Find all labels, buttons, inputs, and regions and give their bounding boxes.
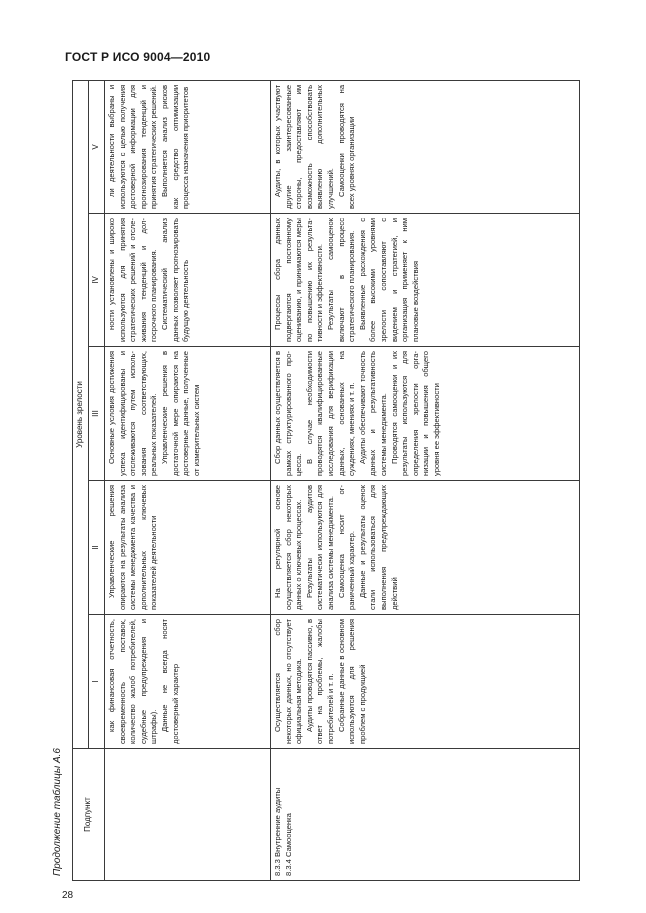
- header-level-4: IV: [89, 214, 105, 347]
- row1-subclause: [105, 749, 271, 881]
- row1-level-5: ли деятельности выбраны и используются с целью получения достоверной информации для прогнозирования тенденций и принятия стратегических решений. Выполняется анализ рисков как средство оптимизации процесса назначения приоритетов: [105, 80, 271, 213]
- maturity-table: [72, 80, 580, 881]
- header-level-5: V: [89, 80, 105, 213]
- row2-level-2: На регулярной основе осуществляется сбор некоторых данных о ключевых процессах. Результаты аудитов систематически используются для анализа системы менеджмента. Самооценка носит ограниченный характер. Данные и результаты оценок стали использоваться для выполнения предупреждающих действий: [271, 481, 580, 615]
- header-maturity-level: Уровень зрелости: [73, 80, 89, 748]
- row2-level-1: Осуществляется сбор некоторых данных, но отсутствует официальная методика. Аудиты проводятся пассивно, в ответ на проблемы, жалобы потребителей и т. п. Собранные данные в основном используются для решения проблем с продукцией: [271, 615, 580, 749]
- row1-level-2: Управленческие решения опираются на результаты анализа системы менеджмента качества и дополнительных ключевых показателей деятельности: [105, 481, 271, 615]
- table-row: [271, 80, 580, 880]
- table-row: [105, 80, 271, 880]
- row2-level-3: Сбор данных осуществляется в рамках структурированного процесса. В случае необходимости проводятся квалифицированные исследования для верификации данных, основанных на суждениях, мнениях и т. п. Аудиты обеспечивают точность данных и результативность системы менеджмента. Проводятся самооценки и их результаты используются для определения зрелости организации и повышения общего уровня ее эффективности: [271, 347, 580, 481]
- row1-level-4: ности установлены и широко используются для принятия стратегических решений и отслеживания тенденций и долгосрочного планирования. Систематический анализ данных позволяет прогнозировать будущую деятельность: [105, 214, 271, 347]
- table-continuation-caption: Продолжение таблицы А.6: [52, 748, 63, 876]
- header-level-2: II: [89, 481, 105, 615]
- row2-level-4: Процессы сбора данных подвергаются постоянному оцениванию, и принимаются меры по повышению их результативности и эффективности. Результаты самооценок включают в процесс стратегического планирования. Выявленные расхождения с более высокими уровнями зрелости сопоставляют с видением и стратегией, и организация применяет к ним плановые воздействия: [271, 214, 580, 347]
- row1-level-3: Основные условия достижения успеха идентифицированы и отслеживаются путем использования соответствующих, реальных показателей. Управленческие решения в достаточной мере опираются на достоверные данные, полученные от измерительных систем: [105, 347, 271, 481]
- header-subclause: Подпункт: [73, 749, 105, 881]
- row1-level-1: как финансовая отчетность, своевременность поставок, количество жалоб потребителей, судебные предупреждения и штрафы). Данные не всегда носят достоверный характер: [105, 615, 271, 749]
- maturity-table-rotated: [72, 81, 580, 881]
- document-title: ГОСТ Р ИСО 9004—2010: [65, 50, 211, 64]
- header-level-1: I: [89, 615, 105, 749]
- header-level-3: III: [89, 347, 105, 481]
- row2-subclause: 8.3.3 Внутренние аудиты 8.3.4 Самооценка: [271, 749, 580, 881]
- row2-level-5: Аудиты, в которых участвуют другие заинтересованные стороны, предоставляют им возможность способствовать выявлению дополнительных улучшений. Самооценки проводятся на всех уровнях организации: [271, 80, 580, 213]
- page-number: 28: [62, 890, 74, 901]
